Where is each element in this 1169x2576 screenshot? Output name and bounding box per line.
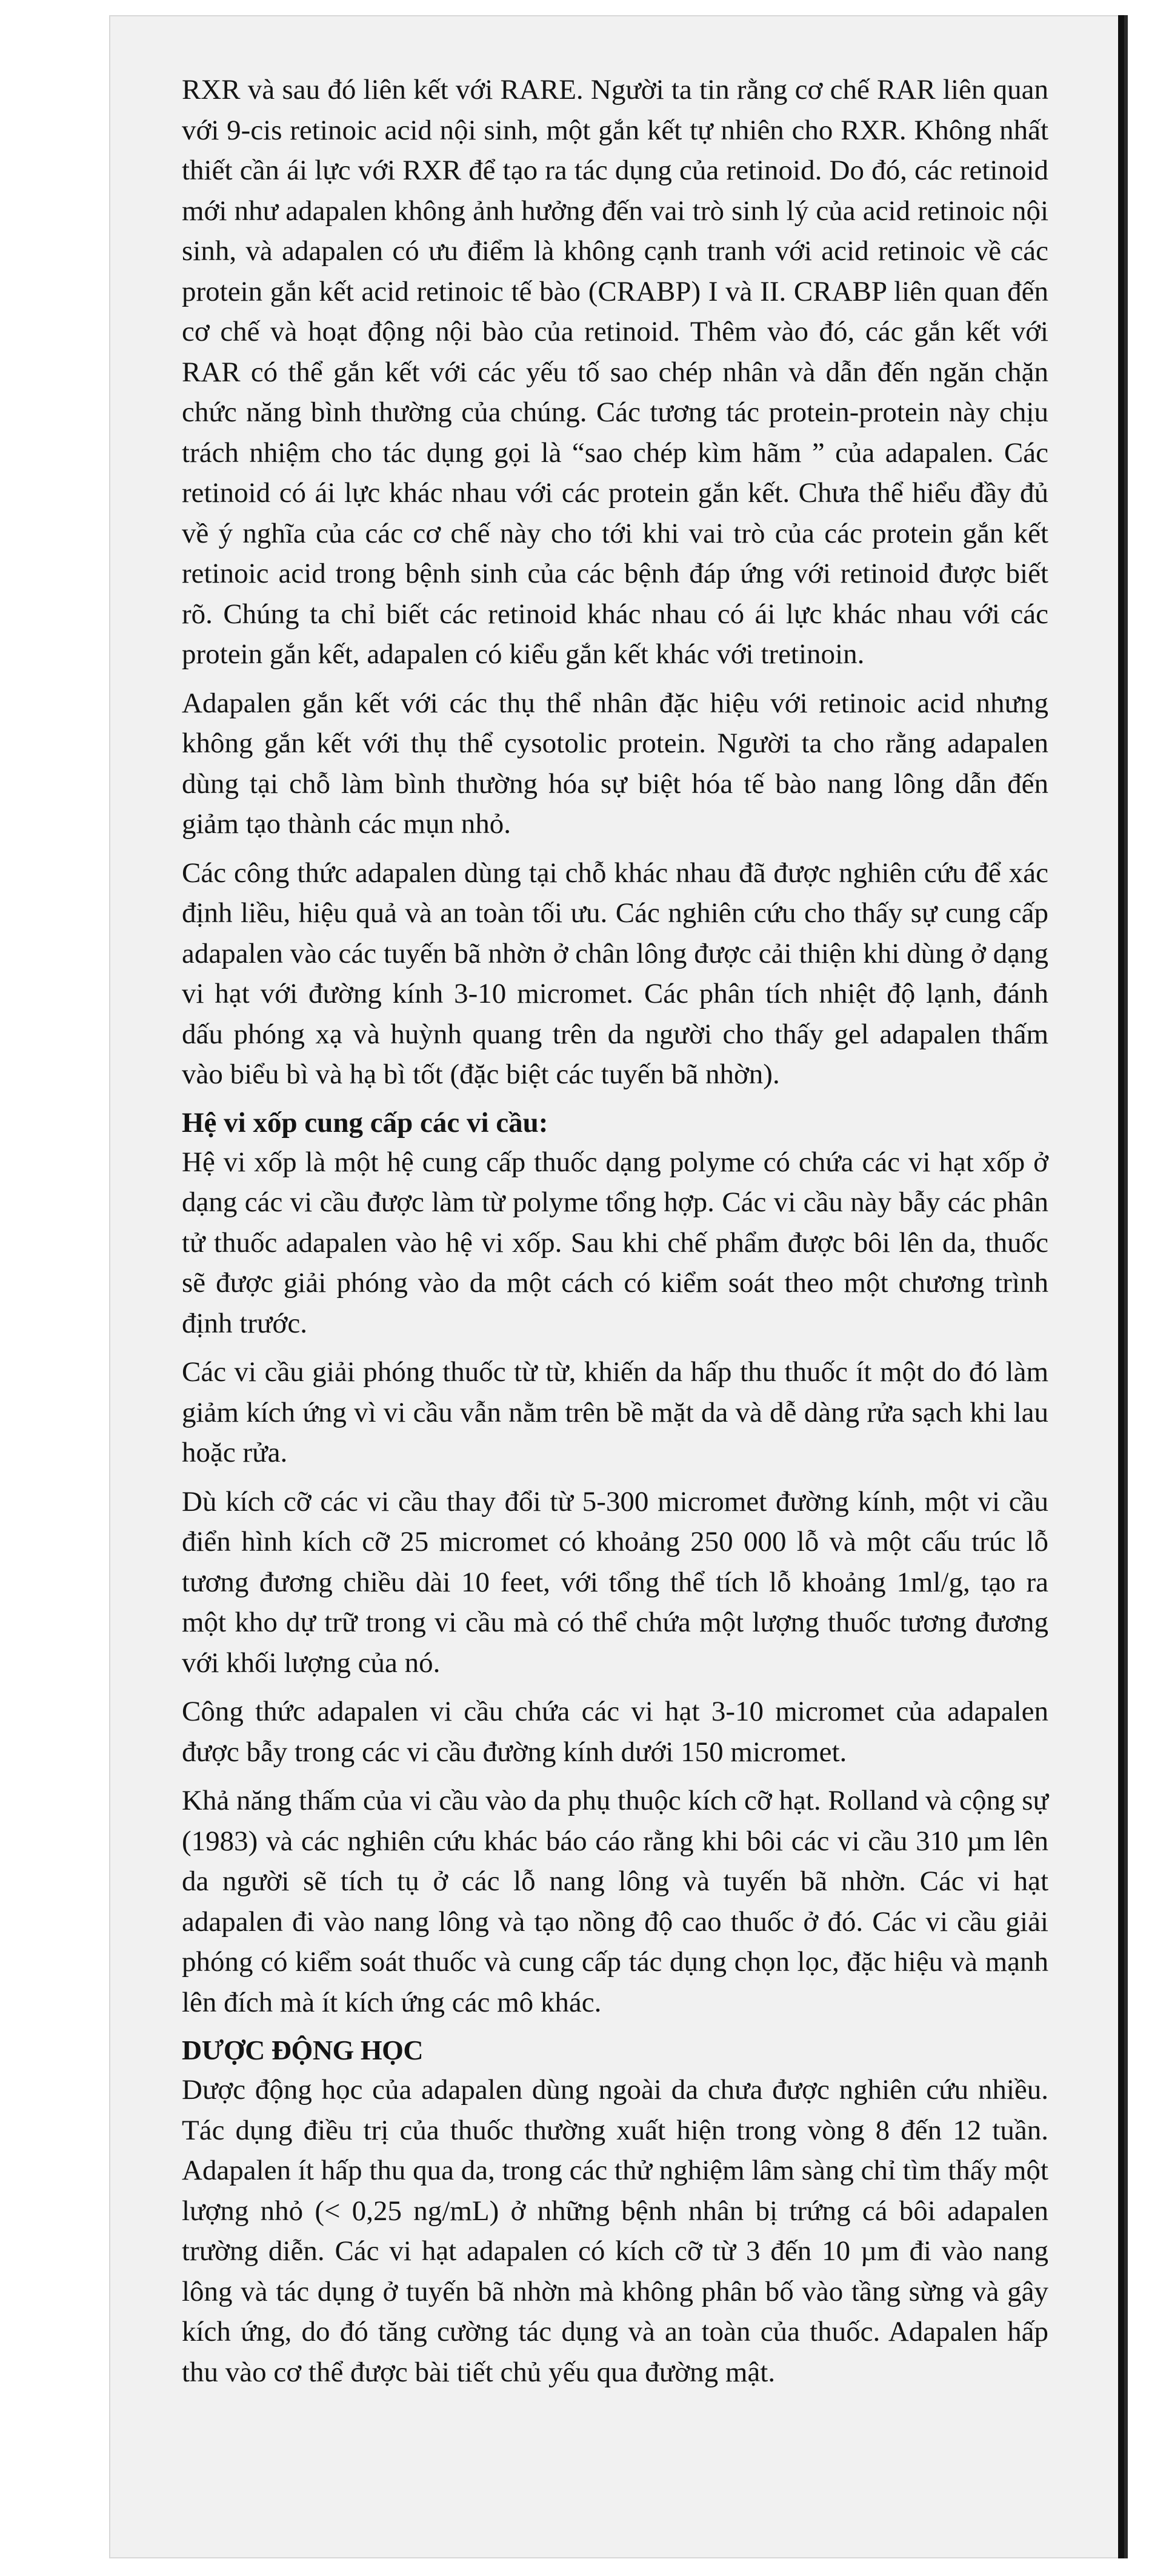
paragraph-formulations: Các công thức adapalen dùng tại chỗ khác nhau đã được nghiên cứu để xác định liều, hiệu quả và an toàn tối ưu. Các nghiên cứu cho thấy sự cung cấp adapalen vào các tuyến bã nhờn ở chân lông được cải thiện khi dùng ở dạng vi hạt với đường kính 3-10 micromet. Các phân tích nhiệt độ lạnh, đánh dấu phóng xạ và huỳnh quang trên da người cho thấy gel adapalen thấm vào biểu bì và hạ bì tốt (đặc biệt các tuyến bã nhờn). — [182, 857, 1048, 1090]
paragraph-microsponge-system: Hệ vi xốp là một hệ cung cấp thuốc dạng polyme có chứa các vi hạt xốp ở dạng các vi cầu được làm từ polyme tổng hợp. Các vi cầu này bẫy các phân tử thuốc adapalen vào hệ vi xốp. Sau khi chế phẩm được bôi lên da, thuốc sẽ được giải phóng vào da một cách có kiểm soát theo một chương trình định trước. — [182, 1146, 1048, 1339]
paragraph-formula: Công thức adapalen vi cầu chứa các vi hạt 3-10 micromet của adapalen được bẫy trong các vi cầu đường kính dưới 150 micromet. — [182, 1696, 1048, 1768]
paper-sheet — [109, 15, 1124, 2558]
paragraph-mechanism: RXR và sau đó liên kết với RARE. Người ta tin rằng cơ chế RAR liên quan với 9-cis retinoic acid nội sinh, một gắn kết tự nhiên cho RXR. Không nhất thiết cần ái lực với RXR để tạo ra tác dụng của retinoid. Do đó, các retinoid mới như adapalen không ảnh hưởng đến vai trò sinh lý của acid retinoic nội sinh, và adapalen có ưu điểm là không cạnh tranh với acid retinoic về các protein gắn kết acid retinoic tế bào (CRABP) I và II. CRABP liên quan đến cơ chế và hoạt động nội bào của retinoid. Thêm vào đó, các gắn kết với RAR có thể gắn kết với các yếu tố sao chép nhân và dẫn đến ngăn chặn chức năng bình thường của chúng. Các tương tác protein-protein này chịu trách nhiệm cho tác dụng gọi là “sao chép kìm hãm ” của adapalen. Các retinoid có ái lực khác nhau với các protein gắn kết. Chưa thể hiểu đầy đủ về ý nghĩa của các cơ chế này cho tới khi vai trò của các protein gắn kết retinoic acid trong bệnh sinh của các bệnh đáp ứng với retinoid được biết rõ. Chúng ta chỉ biết các retinoid khác nhau có ái lực khác nhau với các protein gắn kết, adapalen có kiểu gắn kết khác với tretinoin. — [182, 74, 1048, 670]
paragraph-penetration: Khả năng thấm của vi cầu vào da phụ thuộc kích cỡ hạt. Rolland và cộng sự (1983) và các nghiên cứu khác báo cáo rằng khi bôi các vi cầu 310 µm lên da người sẽ tích tụ ở các lỗ nang lông và tuyến bã nhờn. Các vi hạt adapalen đi vào nang lông và tạo nồng độ cao thuốc ở đó. Các vi cầu giải phóng có kiểm soát thuốc và cung cấp tác dụng chọn lọc, đặc hiệu và mạnh lên đích mà ít kích ứng các mô khác. — [182, 1785, 1048, 2018]
paragraph-sphere-size: Dù kích cỡ các vi cầu thay đổi từ 5-300 micromet đường kính, một vi cầu điển hình kích cỡ 25 micromet có khoảng 250 000 lỗ và một cấu trúc lỗ tương đương chiều dài 10 feet, với tổng thể tích lỗ khoảng 1ml/g, tạo ra một kho dự trữ trong vi cầu mà có thể chứa một lượng thuốc tương đương với khối lượng của nó. — [182, 1485, 1048, 1679]
heading-pharmacokinetics: DƯỢC ĐỘNG HỌC — [182, 2035, 424, 2066]
paragraph-receptor-binding: Adapalen gắn kết với các thụ thể nhân đặc hiệu với retinoic acid nhưng không gắn kết với thụ thể cysotolic protein. Người ta cho rằng adapalen dùng tại chỗ làm bình thường hóa sự biệt hóa tế bào nang lông dẫn đến giảm tạo thành các mụn nhỏ. — [182, 687, 1048, 840]
subheading-microsponge: Hệ vi xốp cung cấp các vi cầu: — [182, 1106, 548, 1139]
document-body — [182, 70, 1048, 2401]
paragraph-slow-release: Các vi cầu giải phóng thuốc từ từ, khiến da hấp thu thuốc ít một do đó làm giảm kích ứng vì vi cầu vẫn nằm trên bề mặt da và dễ dàng rửa sạch khi lau hoặc rửa. — [182, 1356, 1048, 1468]
paragraph-pharmacokinetics: Dược động học của adapalen dùng ngoài da chưa được nghiên cứu nhiều. Tác dụng điều trị của thuốc thường xuất hiện trong vòng 8 đến 12 tuần. Adapalen ít hấp thu qua da, trong các thử nghiệm lâm sàng chỉ tìm thấy một lượng nhỏ (< 0,25 ng/mL) ở những bệnh nhân bị trứng cá bôi adapalen trường diễn. Các vi hạt adapalen có kích cỡ từ 3 đến 10 µm đi vào nang lông và tác dụng ở tuyến bã nhờn mà không phân bố vào tầng sừng và gây kích ứng, do đó tăng cường tác dụng và an toàn của thuốc. Adapalen hấp thu vào cơ thể được bài tiết chủ yếu qua đường mật. — [182, 2074, 1048, 2388]
